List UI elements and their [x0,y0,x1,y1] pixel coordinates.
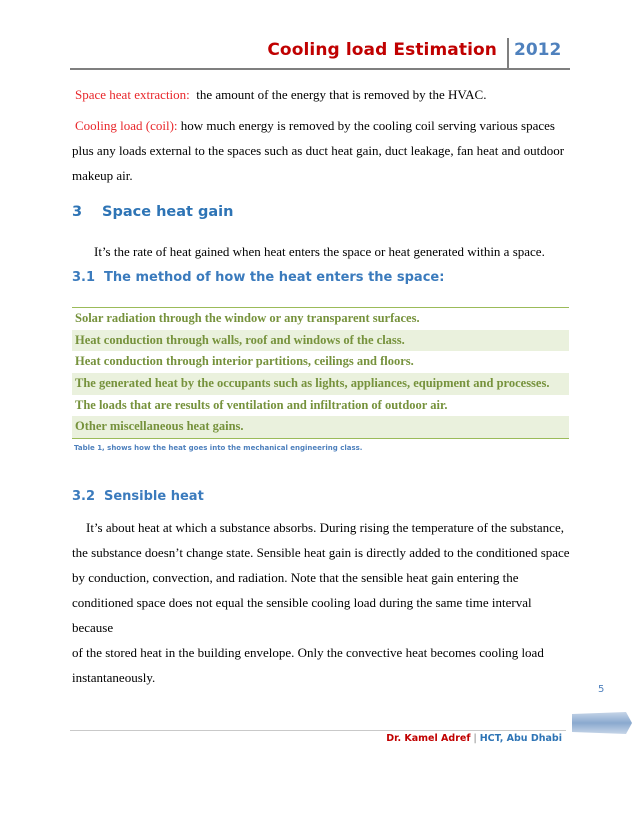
definition-text-line: makeup air. [72,168,133,183]
table-row: The generated heat by the occupants such as lights, appliances, equipment and processes. [72,373,569,395]
definition-cooling-load [72,113,572,188]
heat-sources-table [72,307,569,439]
section-3-2-text [72,515,572,690]
section-title: Space heat gain [102,204,234,220]
paragraph-line: by conduction, convection, and radiation. Note that the sensible heat gain entering the [72,570,519,585]
definition-term: Space heat extraction: [75,87,190,102]
document-year: 2012 [514,40,562,60]
definition-text-line: plus any loads external to the spaces such as duct heat gain, duct leakage, fan heat and outdoor [72,143,565,158]
section-3-heading [72,204,233,220]
paragraph-line: conditioned space does not equal the sensible cooling load during the same time interval because [72,595,532,635]
footer-author: Dr. Kamel Adref [386,733,471,744]
definition-text-line: how much energy is removed by the cooling coil serving various spaces [180,118,555,133]
footer-separator: | [473,733,477,744]
table-row: Solar radiation through the window or any transparent surfaces. [75,311,420,325]
footer-place: HCT, Abu Dhabi [479,733,562,744]
section-title: Sensible heat [104,489,204,504]
definition-term: Cooling load (coil): [75,118,178,133]
footer [386,733,562,744]
paragraph-line: of the stored heat in the building envelope. Only the convective heat becomes cooling load [72,645,544,660]
table-row: The loads that are results of ventilation and infiltration of outdoor air. [75,397,448,412]
header-divider [507,38,509,68]
table-row: Heat conduction through walls, roof and windows of the class. [72,330,569,352]
definition-space-heat-extraction [72,82,572,107]
page-tab-graphic [570,710,636,736]
definition-text: the amount of the energy that is removed by the HVAC. [196,87,487,102]
table-row: Heat conduction through interior partitions, ceilings and floors. [75,354,414,369]
table-caption: Table 1, shows how the heat goes into the mechanical engineering class. [74,444,363,452]
section-3-text: It’s the rate of heat gained when heat enters the space or heat generated within a space. [94,244,545,259]
section-number: 3 [72,204,83,220]
footer-rule [70,730,566,731]
page-number: 5 [598,684,605,695]
section-3-1-heading [72,270,444,285]
section-number: 3.2 [72,489,96,504]
section-title: The method of how the heat enters the space: [104,270,445,285]
document-title: Cooling load Estimation [267,40,497,60]
paragraph-line: It’s about heat at which a substance absorbs. During rising the temperature of the substance, [86,520,564,535]
section-3-2-heading [72,489,204,504]
paragraph-line: instantaneously. [72,670,156,685]
paragraph-line: the substance doesn’t change state. Sensible heat gain is directly added to the conditioned space [72,545,570,560]
section-number: 3.1 [72,270,96,285]
header-rule [70,68,570,70]
table-row: Other miscellaneous heat gains. [72,416,569,438]
